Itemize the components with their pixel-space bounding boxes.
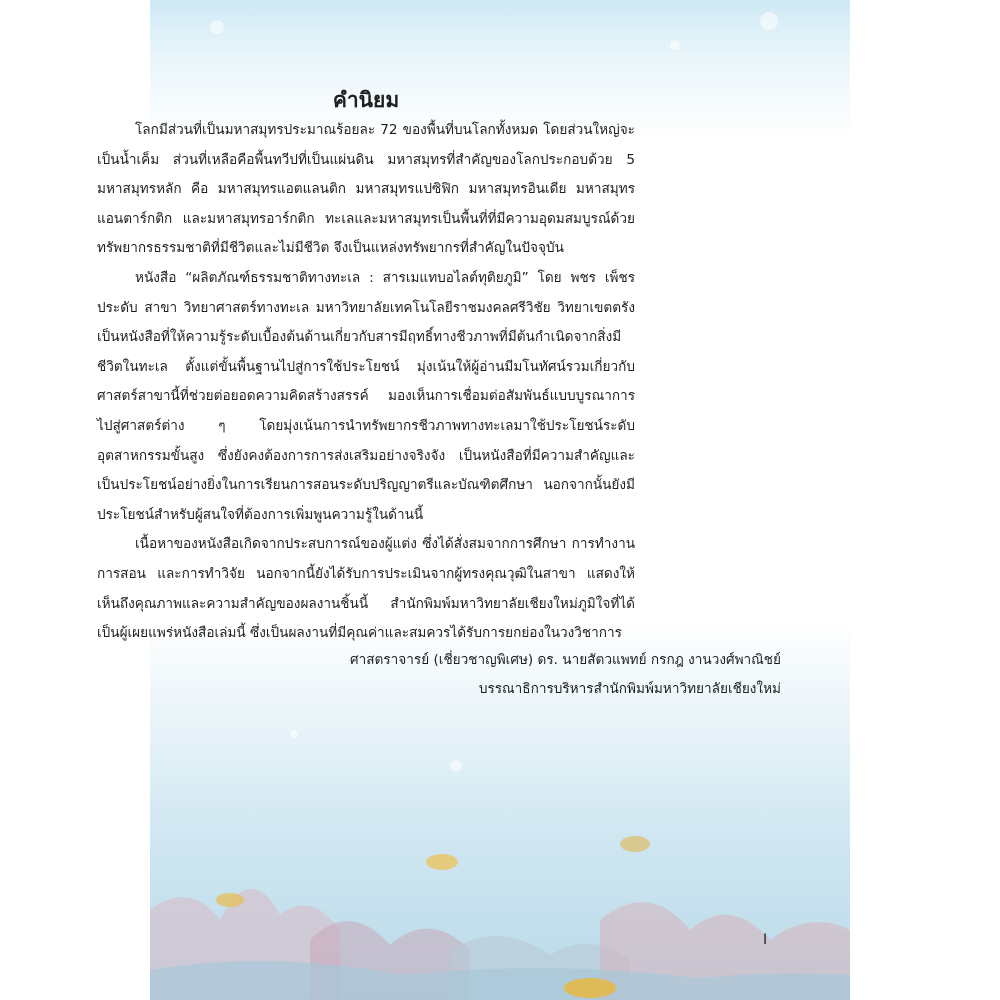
paragraph-2: หนังสือ “ผลิตภัณฑ์ธรรมชาติทางทะเล : สารเมแทบอไลต์ทุติยภูมิ” โดย พชร เพ็ชรประดับ สาขา วิทยาศาสตร์ทางทะเล มหาวิทยาลัยเทคโนโลยีราชมงคลศรีวิชัย วิทยาเขตตรัง เป็นหนังสือที่ให้ความรู้ระดับเบื้องต้นด้านเกี่ยวกับสารมีฤทธิ์ทางชีวภาพที่มีต้นกำเนิดจากสิ่งมีชีวิตในทะเล ตั้งแต่ขั้นพื้นฐานไปสู่การใช้ประโยชน์ มุ่งเน้นให้ผู้อ่านมีมโนทัศน์รวมเกี่ยวกับศาสตร์สาขานี้ที่ช่วยต่อยอดความคิดสร้างสรรค์ มองเห็นการเชื่อมต่อสัมพันธ์แบบบูรณาการไปสู่ศาสตร์ต่าง ๆ โดยมุ่งเน้นการนำทรัพยากรชีวภาพทางทะเลมาใช้ประโยชน์ระดับอุตสาหกรรมขั้นสูง ซึ่งยังคงต้องการการส่งเสริมอย่างจริงจัง เป็นหนังสือที่มีความสำคัญและเป็นประโยชน์อย่างยิ่งในการเรียนการสอนระดับปริญญาตรีและบัณฑิตศึกษา นอกจากนั้นยังมีประโยชน์สำหรับผู้สนใจที่ต้องการเพิ่มพูนความรู้ในด้านนี้ bbox=[97, 269, 635, 523]
signatory-name: ศาสตราจารย์ (เชี่ยวชาญพิเศษ) ดร. นายสัตวแพทย์ กรกฎ งานวงศ์พาณิชย์ bbox=[349, 652, 781, 668]
coral-reef-illustration bbox=[150, 800, 850, 1000]
paragraph-1: โลกมีส่วนที่เป็นมหาสมุทรประมาณร้อยละ 72 ของพื้นที่บนโลกทั้งหมด โดยส่วนใหญ่จะเป็นน้ำเค็ม ส่วนที่เหลือคือพื้นทวีปที่เป็นแผ่นดิน มหาสมุทรที่สำคัญของโลกประกอบด้วย 5 มหาสมุทรหลัก คือ มหาสมุทรแอตแลนติก มหาสมุทรแปซิฟิก มหาสมุทรอินเดีย มหาสมุทรแอนตาร์กติก และมหาสมุทรอาร์กติก ทะเลและมหาสมุทรเป็นพื้นที่ที่มีความอุดมสมบูรณ์ด้วยทรัพยากรธรรมชาติที่มีชีวิตและไม่มีชีวิต จึงเป็นแหล่งทรัพยากรที่สำคัญในปัจจุบัน bbox=[97, 122, 635, 257]
page-title: คำนิยม bbox=[332, 88, 400, 112]
signature-block bbox=[349, 646, 781, 704]
bubble-decoration bbox=[670, 40, 680, 50]
bubble-decoration bbox=[760, 12, 778, 30]
paragraph-3: เนื้อหาของหนังสือเกิดจากประสบการณ์ของผู้แต่ง ซึ่งได้สั่งสมจากการศึกษา การทำงาน การสอน และการทำวิจัย นอกจากนี้ยังได้รับการประเมินจากผู้ทรงคุณวุฒิในสาขา แสดงให้เห็นถึงคุณภาพและความสำคัญของผลงานชิ้นนี้ สำนักพิมพ์มหาวิทยาลัยเชียงใหม่ภูมิใจที่ได้เป็นผู้เผยแพร่หนังสือเล่มนี้ ซึ่งเป็นผลงานที่มีคุณค่าและสมควรได้รับการยกย่องในวงวิชาการ bbox=[97, 536, 635, 642]
page-number: I bbox=[763, 932, 768, 948]
bubble-decoration bbox=[290, 730, 298, 738]
foreword-content bbox=[97, 80, 635, 649]
signatory-position: บรรณาธิการบริหารสำนักพิมพ์มหาวิทยาลัยเชียงใหม่ bbox=[478, 681, 781, 697]
bubble-decoration bbox=[450, 760, 462, 772]
bubble-decoration bbox=[210, 20, 224, 34]
